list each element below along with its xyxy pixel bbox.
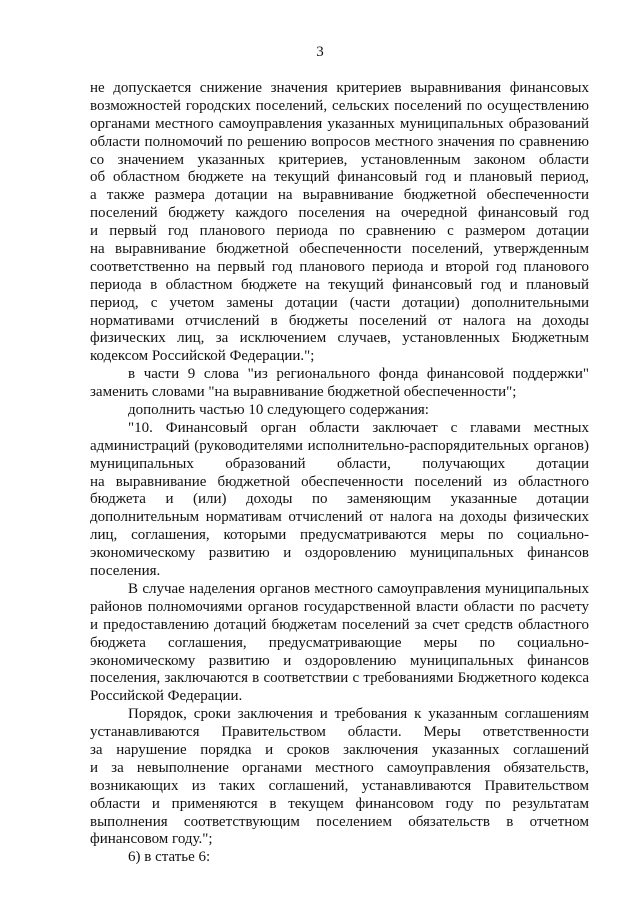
text-line: возникающих из таких соглашений, устанавливаются Правительством [90,777,589,794]
text-line: поселения. [90,563,161,580]
text-line: органами местного самоуправления указанных муниципальных образований [90,115,589,132]
text-line: дополнить частью 10 следующего содержания: [128,402,429,419]
text-line: Российской Федерации. [90,688,243,705]
text-line: "10. Финансовый орган области заключает с главами местных [128,419,589,436]
text-line: муниципальных образований области, получающих дотации [90,455,589,472]
text-line: период, с учетом замены дотации (части дотации) дополнительными [90,294,589,311]
text-line: устанавливаются Правительством области. Меры ответственности [90,724,589,741]
text-line: возможностей городских поселений, сельских поселений по осуществлению [90,97,589,114]
text-line: и предоставлению дотаций бюджетам поселений за счет средств областного [90,616,589,633]
page-number: 3 [316,44,324,60]
text-line: кодексом Российской Федерации."; [90,348,315,365]
text-line: бюджета соглашения, предусматривающие меры по социально- [90,634,589,651]
text-line: за нарушение порядка и сроков заключения указанных соглашений [90,741,589,758]
text-line: лиц, соглашения, которыми предусматриваются меры по социально- [90,527,589,544]
text-line: дополнительным нормативам отчислений от налога на доходы физических [90,509,589,526]
text-line: экономическому развитию и оздоровлению муниципальных финансов [90,545,589,562]
text-line: а также размера дотации на выравнивание бюджетной обеспеченности [90,187,589,204]
text-line: Порядок, сроки заключения и требования к указанным соглашениям [128,706,589,723]
text-line: на выравнивание бюджетной обеспеченности поселений из областного [90,473,589,490]
text-line: области полномочий по решению вопросов местного значения по сравнению [90,133,589,150]
text-line: соответственно на первый год планового периода и второй год планового [90,258,589,275]
document-body [90,80,589,867]
text-line: в части 9 слова "из регионального фонда финансовой поддержки" [128,366,589,383]
text-line: финансовом году."; [90,831,213,848]
text-line: 6) в статье 6: [128,849,211,866]
text-line: области и применяются в текущем финансовом году по результатам [90,795,589,812]
text-line: заменить словами "на выравнивание бюджетной обеспеченности"; [90,384,517,401]
text-line: бюджета и (или) доходы по заменяющим указанные дотации [90,491,589,508]
text-line: В случае наделения органов местного самоуправления муниципальных [128,580,589,597]
text-line: выполнения соответствующим поселением обязательств в отчетном [90,813,589,830]
text-line: и за невыполнение органами местного самоуправления обязательств, [90,759,589,776]
text-line: на выравнивание бюджетной обеспеченности поселений, утвержденным [90,241,589,258]
text-line: администраций (руководителями исполнительно-распорядительных органов) [90,437,589,454]
text-line: поселений бюджету каждого поселения на очередной финансовый год [90,205,589,222]
text-line: районов полномочиями органов государственной власти области по расчету [90,598,589,615]
text-line: физических лиц, за исключением случаев, установленных Бюджетным [90,330,589,347]
text-line: об областном бюджете на текущий финансовый год и плановый период, [90,169,589,186]
text-line: нормативами отчислений в бюджеты поселений от налога на доходы [90,312,589,329]
text-line: со значением указанных критериев, установленным законом области [90,151,589,168]
text-line: периода в областном бюджете на текущий финансовый год и плановый [90,276,589,293]
text-line: не допускается снижение значения критериев выравнивания финансовых [90,80,589,96]
text-line: и первый год планового периода по сравнению с размером дотации [90,223,589,240]
text-line: экономическому развитию и оздоровлению муниципальных финансов [90,652,589,669]
text-line: поселения, заключаются в соответствии с требованиями Бюджетного кодекса [90,670,589,687]
